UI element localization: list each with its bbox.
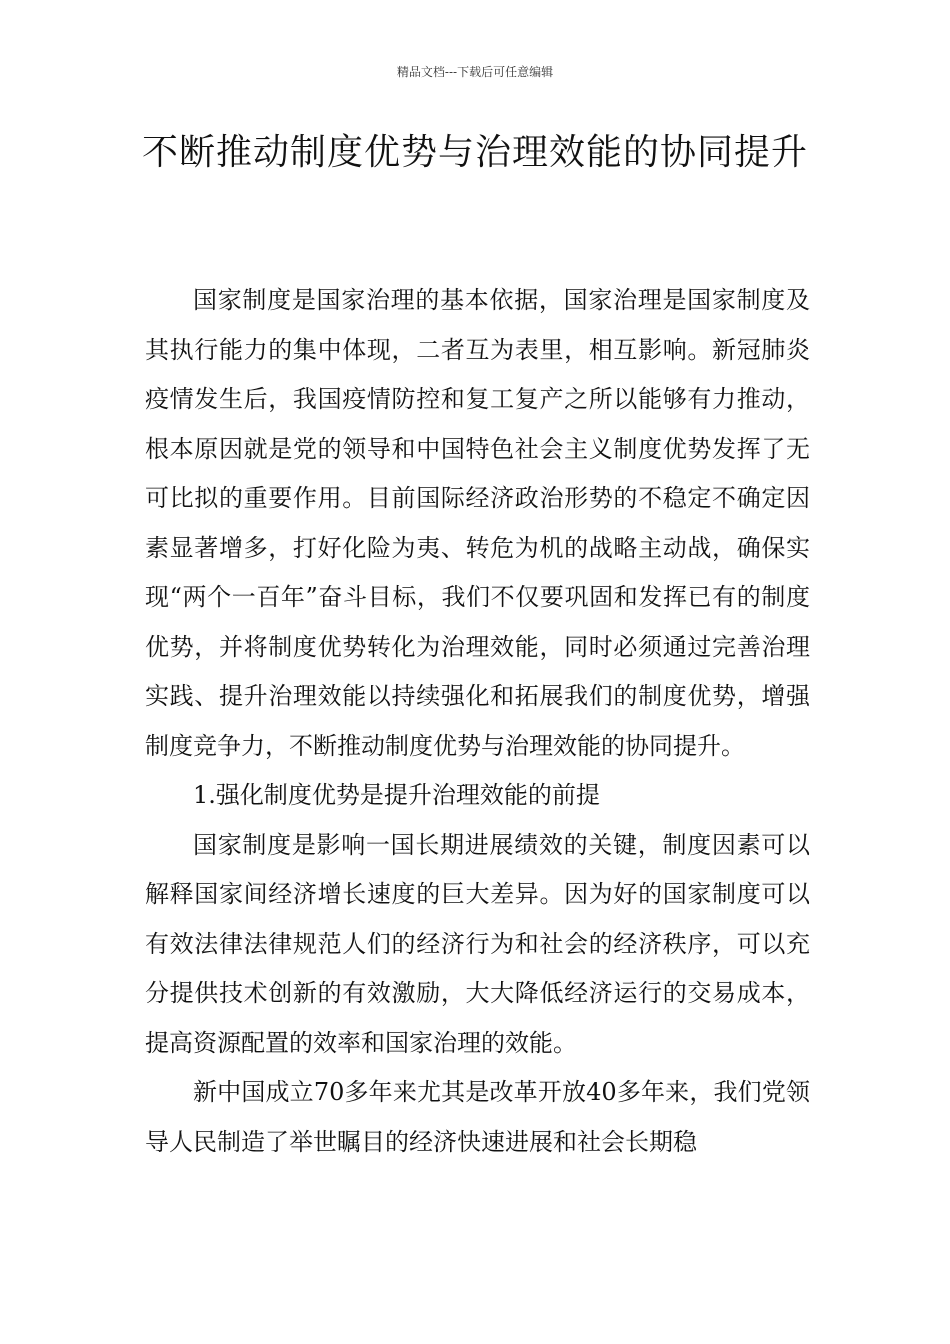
document-title: 不断推动制度优势与治理效能的协同提升 <box>141 132 808 173</box>
section-heading: 1.强化制度优势是提升治理效能的前提 <box>193 781 600 809</box>
paragraph-history: 新中国成立70多年来尤其是改革开放40多年来，我们党领导人民制造了举世瞩目的经济快速进展和社会长期稳 <box>145 1078 810 1156</box>
document-body <box>145 276 810 1167</box>
header-note: 精品文档---下载后可任意编辑 <box>396 65 554 79</box>
paragraph-intro: 国家制度是国家治理的基本依据，国家治理是国家制度及其执行能力的集中体现，二者互为表里，相互影响。新冠肺炎疫情发生后，我国疫情防控和复工复产之所以能够有力推动，根本原因就是党的领导和中国特色社会主义制度优势发挥了无可比拟的重要作用。目前国际经济政治形势的不稳定不确定因素显著增多，打好化险为夷、转危为机的战略主动战，确保实现“两个一百年”奋斗目标，我们不仅要巩固和发挥已有的制度优势，并将制度优势转化为治理效能，同时必须通过完善治理实践、提升治理效能以持续强化和拓展我们的制度优势，增强制度竞争力，不断推动制度优势与治理效能的协同提升。 <box>145 286 810 760</box>
paragraph-institutions: 国家制度是影响一国长期进展绩效的关键，制度因素可以解释国家间经济增长速度的巨大差异。因为好的国家制度可以有效法律法律规范人们的经济行为和社会的经济秩序，可以充分提供技术创新的有效激励，大大降低经济运行的交易成本，提高资源配置的效率和国家治理的效能。 <box>145 830 810 1057</box>
